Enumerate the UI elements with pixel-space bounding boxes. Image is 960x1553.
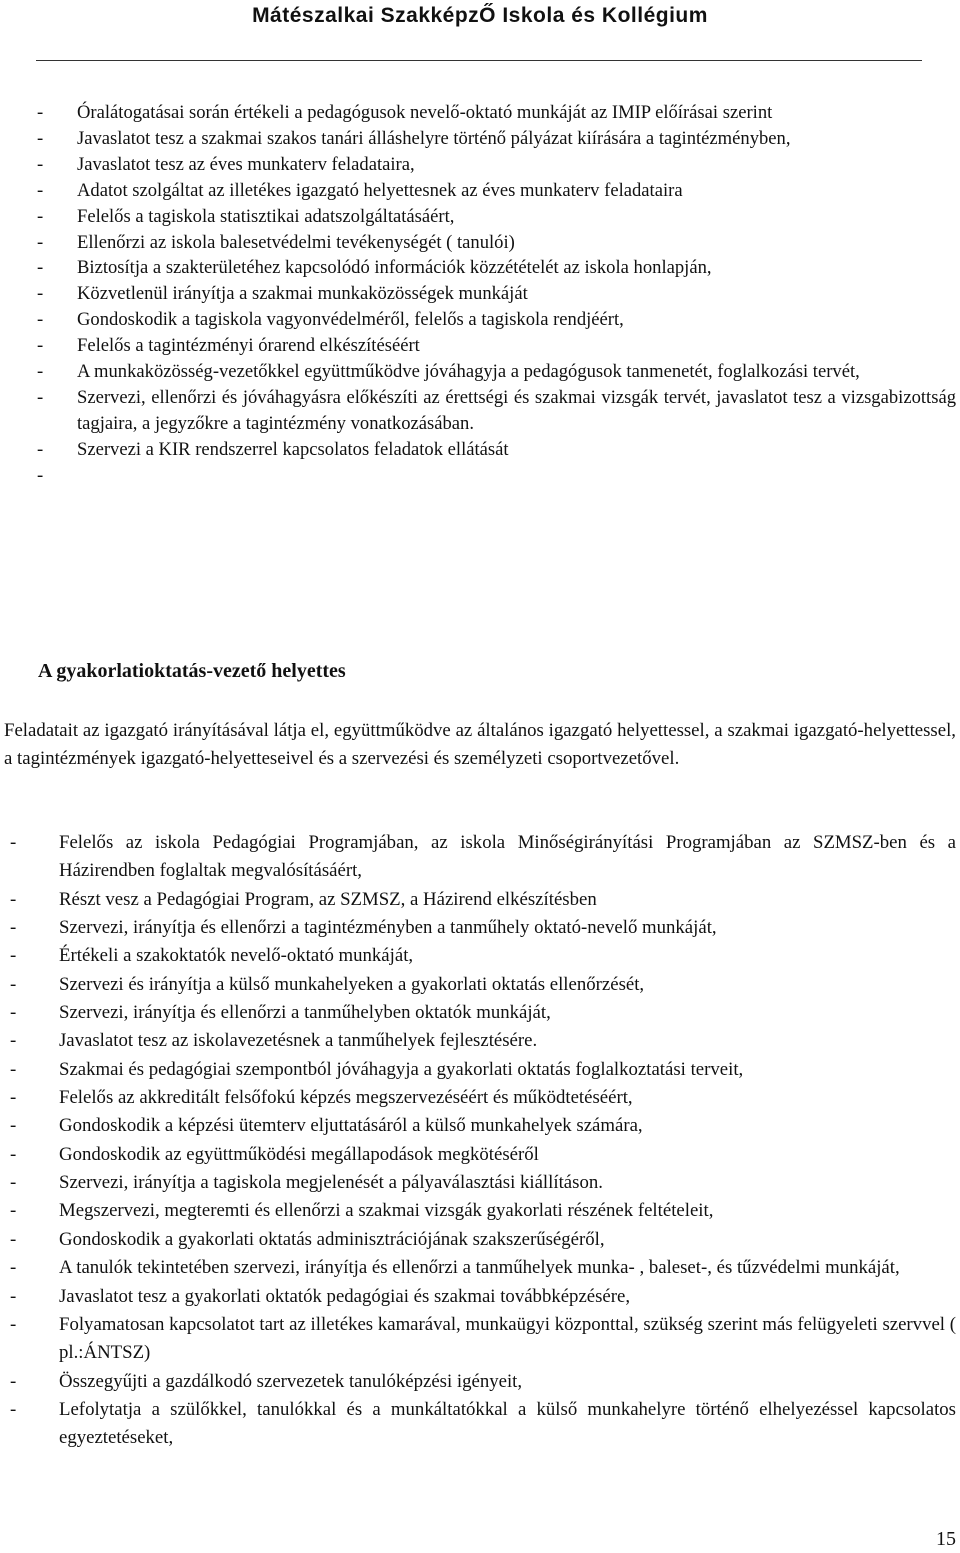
list-item bbox=[0, 333, 960, 359]
list-item bbox=[0, 307, 960, 333]
list-item bbox=[0, 359, 960, 385]
list-item-text: Felelős az akkreditált felsőfokú képzés megszervezéséért és működtetéséért, bbox=[59, 1087, 633, 1109]
section-title: A gyakorlatioktatás-vezető helyettes bbox=[38, 660, 346, 682]
list-item-text: Gondoskodik a képzési ütemterv eljuttatásáról a külső munkahelyek számára, bbox=[59, 1115, 643, 1137]
responsibility-list-2 bbox=[0, 829, 960, 1453]
list-item-text: A tanulók tekintetében szervezi, irányítja és ellenőrzi a tanműhelyek munka- , baleset-, és tűzvédelmi munkáját, bbox=[59, 1257, 900, 1279]
list-item bbox=[0, 1226, 960, 1254]
list-bullet-dash: - bbox=[10, 1313, 17, 1335]
list-item bbox=[0, 914, 960, 942]
list-item-text: Szervezi és irányítja a külső munkahelyeken a gyakorlati oktatás ellenőrzését, bbox=[59, 973, 645, 995]
list-item-text: Ellenőrzi az iskola balesetvédelmi tevékenységét ( tanulói) bbox=[77, 231, 515, 253]
list-bullet-dash: - bbox=[10, 1285, 17, 1307]
list-bullet-dash: - bbox=[10, 1030, 17, 1052]
list-bullet-dash: - bbox=[37, 361, 44, 383]
section-intro: Feladatait az igazgató irányításával látja el, együttműködve az általános igazgató helyettessel, a szakmai igazgató-helyettessel, a tagintézmények igazgató-helyetteseivel és a szervezési és személyzeti csoportvezetővel. bbox=[4, 720, 956, 770]
list-item bbox=[0, 971, 960, 999]
list-bullet-dash: - bbox=[10, 945, 17, 967]
list-item-text: Szervezi, ellenőrzi és jóváhagyásra előkészíti az érettségi és szakmai vizsgák tervét, javaslatot tesz a vizsgabizottság tagjaira, a jegyzőkre a tagintézmény vonatkozásában. bbox=[77, 386, 956, 434]
list-bullet-dash: - bbox=[10, 888, 17, 910]
list-item-text: Megszervezi, megteremti és ellenőrzi a szakmai vizsgák gyakorlati részének feltételeit, bbox=[59, 1200, 714, 1222]
list-item bbox=[0, 829, 960, 886]
list-bullet-dash: - bbox=[37, 438, 44, 460]
list-item-text: Javaslatot tesz a szakmai szakos tanári álláshelyre történő pályázat kiírására a tagintézményben, bbox=[77, 127, 791, 149]
list-item bbox=[0, 1311, 960, 1368]
list-item-text: Javaslatot tesz a gyakorlati oktatók pedagógiai és szakmai továbbképzésére, bbox=[59, 1285, 631, 1307]
list-bullet-dash: - bbox=[37, 309, 44, 331]
list-item bbox=[0, 942, 960, 970]
list-item bbox=[0, 230, 960, 256]
list-item bbox=[0, 1084, 960, 1112]
list-bullet-dash: - bbox=[37, 179, 44, 201]
list-item bbox=[0, 1197, 960, 1225]
list-item-text: Részt vesz a Pedagógiai Program, az SZMSZ, a Házirend elkészítésben bbox=[59, 888, 597, 910]
list-item bbox=[0, 281, 960, 307]
list-item bbox=[0, 886, 960, 914]
list-item bbox=[0, 152, 960, 178]
list-bullet-dash: - bbox=[37, 283, 44, 305]
list-item bbox=[0, 385, 960, 437]
list-item bbox=[0, 1141, 960, 1169]
list-bullet-dash: - bbox=[10, 1115, 17, 1137]
list-bullet-dash: - bbox=[10, 1143, 17, 1165]
list-bullet-dash: - bbox=[37, 127, 44, 149]
list-bullet-dash: - bbox=[10, 1200, 17, 1222]
list-item-text: Szervezi, irányítja és ellenőrzi a tanműhelyben oktatók munkáját, bbox=[59, 1002, 551, 1024]
list-item bbox=[0, 437, 960, 463]
list-bullet-dash: - bbox=[37, 153, 44, 175]
responsibility-list-1 bbox=[0, 100, 960, 489]
list-item-text: Értékeli a szakoktatók nevelő-oktató munkáját, bbox=[59, 945, 414, 967]
list-bullet-dash: - bbox=[37, 205, 44, 227]
list-item-text: Közvetlenül irányítja a szakmai munkaközösségek munkáját bbox=[77, 283, 528, 305]
list-bullet-dash: - bbox=[37, 464, 44, 486]
list-item bbox=[0, 100, 960, 126]
page-header: Mátészalkai SzakképzŐ Iskola és Kollégium bbox=[252, 4, 708, 27]
list-item-text: Gondoskodik az együttműködési megállapodások megkötéséről bbox=[59, 1143, 539, 1165]
list-bullet-dash: - bbox=[10, 1087, 17, 1109]
list-item bbox=[0, 1283, 960, 1311]
list-item bbox=[0, 1254, 960, 1282]
list-item bbox=[0, 1056, 960, 1084]
list-item-text: Javaslatot tesz az éves munkaterv feladataira, bbox=[77, 153, 415, 175]
list-item bbox=[0, 1027, 960, 1055]
list-item-text: Biztosítja a szakterületéhez kapcsolódó információk közzétételét az iskola honlapján, bbox=[77, 257, 712, 279]
list-item-text: Felelős az iskola Pedagógiai Programjában, az iskola Minőségirányítási Programjában az SZMSZ-ben és a Házirendben foglaltak megvalósításáért, bbox=[59, 832, 956, 882]
list-bullet-dash: - bbox=[37, 335, 44, 357]
list-item-text: Felelős a tagiskola statisztikai adatszolgáltatásáért, bbox=[77, 205, 455, 227]
list-item bbox=[0, 1169, 960, 1197]
list-item bbox=[0, 255, 960, 281]
list-item-text: Szakmai és pedagógiai szempontból jóváhagyja a gyakorlati oktatás foglalkoztatási terveit, bbox=[59, 1058, 744, 1080]
list-item bbox=[0, 178, 960, 204]
list-item-text: Gondoskodik a tagiskola vagyonvédelméről, felelős a tagiskola rendjéért, bbox=[77, 309, 624, 331]
list-item-text: Szervezi, irányítja és ellenőrzi a tagintézményben a tanműhely oktató-nevelő munkáját, bbox=[59, 917, 717, 939]
list-item-text: Szervezi, irányítja a tagiskola megjelenését a pályaválasztási kiállításon. bbox=[59, 1172, 603, 1194]
list-bullet-dash: - bbox=[10, 1172, 17, 1194]
list-item bbox=[0, 463, 960, 489]
list-item-text: Adatot szolgáltat az illetékes igazgató helyettesnek az éves munkaterv feladataira bbox=[77, 179, 683, 201]
list-bullet-dash: - bbox=[37, 386, 44, 408]
list-item-text: A munkaközösség-vezetőkkel együttműködve jóváhagyja a pedagógusok tanmenetét, foglalkozási tervét, bbox=[77, 361, 860, 383]
list-bullet-dash: - bbox=[37, 231, 44, 253]
list-bullet-dash: - bbox=[37, 257, 44, 279]
list-bullet-dash: - bbox=[10, 1058, 17, 1080]
list-bullet-dash: - bbox=[10, 1257, 17, 1279]
list-item bbox=[0, 1112, 960, 1140]
list-item bbox=[0, 1368, 960, 1396]
list-item-text: Óralátogatásai során értékeli a pedagógusok nevelő-oktató munkáját az IMIP előírásai szerint bbox=[77, 102, 773, 123]
list-item-text: Folyamatosan kapcsolatot tart az illetékes kamarával, munkaügyi központtal, szükség szerint más felügyeleti szervvel ( pl.:ÁNTSZ) bbox=[59, 1313, 956, 1364]
list-item-text: Javaslatot tesz az iskolavezetésnek a tanműhelyek fejlesztésére. bbox=[59, 1030, 538, 1052]
list-item-text: Összegyűjti a gazdálkodó szervezetek tanulóképzési igényeit, bbox=[59, 1370, 523, 1392]
list-item-text: Lefolytatja a szülőkkel, tanulókkal és a munkáltatókkal a külső munkahelyre történő elhelyezéssel kapcsolatos egyeztetéseket, bbox=[59, 1398, 956, 1449]
list-bullet-dash: - bbox=[10, 1002, 17, 1024]
list-item-text: Felelős a tagintézményi órarend elkészítéséért bbox=[77, 335, 420, 357]
list-bullet-dash: - bbox=[10, 1228, 17, 1250]
list-bullet-dash: - bbox=[10, 917, 17, 939]
list-item bbox=[0, 126, 960, 152]
list-item bbox=[0, 1396, 960, 1453]
list-bullet-dash: - bbox=[10, 832, 17, 853]
list-bullet-dash: - bbox=[10, 973, 17, 995]
list-item bbox=[0, 204, 960, 230]
list-bullet-dash: - bbox=[37, 102, 44, 123]
list-bullet-dash: - bbox=[10, 1398, 17, 1420]
list-bullet-dash: - bbox=[10, 1370, 17, 1392]
header-rule bbox=[36, 60, 922, 61]
list-item-text: Szervezi a KIR rendszerrel kapcsolatos feladatok ellátását bbox=[77, 438, 509, 460]
list-item bbox=[0, 999, 960, 1027]
page-number: 15 bbox=[936, 1528, 956, 1550]
list-item-text: Gondoskodik a gyakorlati oktatás adminisztrációjának szakszerűségéről, bbox=[59, 1228, 605, 1250]
